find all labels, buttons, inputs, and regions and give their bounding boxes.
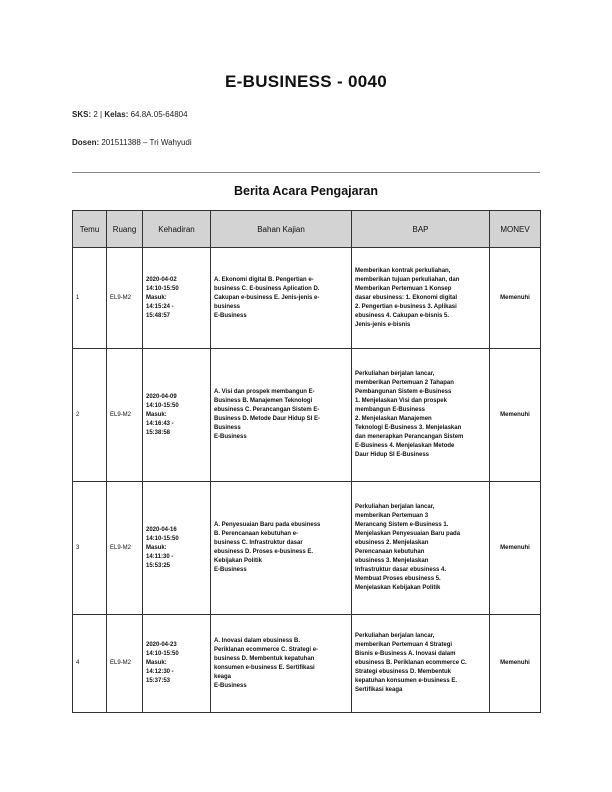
- kehadiran-line: 15:38:58: [146, 429, 171, 436]
- cell-bahan-kajian: [211, 482, 352, 615]
- cell-monev: Memenuhi: [490, 482, 541, 615]
- kehadiran-line: 14:16:43 -: [146, 420, 174, 427]
- cell-ruang: EL9-M2: [107, 248, 143, 349]
- bap-line: memberikan tujuan perkuliahan, dan: [355, 276, 460, 283]
- kehadiran-line: 15:53:25: [146, 562, 171, 569]
- kehadiran-line: 14:15:24 -: [146, 303, 174, 310]
- cell-monev: Memenuhi: [490, 248, 541, 349]
- kehadiran-line: 14:12:30 -: [146, 669, 174, 675]
- bap-line: Merancang Sistem e-Business 1.: [355, 522, 449, 528]
- cell-ruang: EL9-M2: [107, 349, 143, 482]
- kehadiran-line: 2020-04-16: [146, 526, 177, 533]
- lecturer-meta: [72, 138, 192, 147]
- bahan-kajian-line: E-Business: [214, 434, 247, 440]
- cell-temu: 1: [73, 248, 107, 349]
- bap-line: Teknologi E-Business 3. Menjelaskan: [355, 425, 462, 431]
- bahan-kajian-line: A. Penyesuaian Baru pada ebusiness: [214, 522, 321, 528]
- bahan-kajian-line: A. Visi dan prospek membangun E-: [214, 389, 315, 395]
- bahan-kajian-line: business: [214, 303, 241, 310]
- cell-temu: 4: [73, 615, 107, 713]
- bap-line: kepatuhan konsumen e-business E.: [355, 678, 458, 684]
- section-title: Berita Acara Pengajaran: [233, 184, 379, 198]
- bahan-kajian-line: E-Business: [214, 682, 247, 689]
- col-header-temu: Temu: [73, 211, 107, 248]
- bap-line: ebusiness B. Periklanan ecommerce C.: [355, 660, 467, 666]
- bahan-kajian-line: ebusiness D. Proses e-business E.: [214, 549, 314, 555]
- bap-line: Menjelaskan Penyesuaian Baru pada: [355, 531, 461, 537]
- table-row: [73, 482, 541, 615]
- cell-monev: Memenuhi: [490, 349, 541, 482]
- table-header-row: [73, 211, 541, 248]
- bap-line: Infrastruktur dasar ebusiness 4.: [355, 567, 447, 573]
- cell-ruang: EL9-M2: [107, 615, 143, 713]
- table-row: [73, 248, 541, 349]
- cell-bap: [352, 615, 490, 713]
- kehadiran-line: 15:48:57: [146, 312, 171, 319]
- bahan-kajian-line: Cakupan e-business E. Jenis-jenis e-: [214, 294, 320, 301]
- bap-line: Sertifikasi keaga: [355, 687, 403, 693]
- bap-line: dasar ebusiness: 1. Ekonomi digital: [355, 294, 458, 301]
- bap-line: Daur Hidup SI E-Business: [355, 452, 430, 458]
- kehadiran-line: 2020-04-23: [146, 642, 177, 648]
- bap-line: Pembangunan Sistem e-Business: [355, 389, 452, 395]
- cell-kehadiran: [143, 349, 211, 482]
- cell-ruang: EL9-M2: [107, 482, 143, 615]
- bahan-kajian-line: business C. E-business Aplication D.: [214, 285, 320, 292]
- bap-line: memberikan Pertemuan 2 Tahapan: [355, 380, 454, 386]
- kehadiran-line: Masuk:: [146, 294, 167, 301]
- bap-line: Membuat Proses ebusiness 5.: [355, 576, 441, 582]
- bap-line: memberikan Pertemuan 3: [355, 513, 429, 519]
- cell-temu: 3: [73, 482, 107, 615]
- bap-line: Memberikan kontrak perkuliahan,: [355, 267, 451, 274]
- bap-line: Perkuliahan berjalan lancar,: [355, 504, 435, 510]
- table-row: [73, 615, 541, 713]
- dosen-value: 201511388 – Tri Wahyudi: [101, 138, 192, 147]
- bap-line: membangun E-Business: [355, 407, 426, 413]
- bahan-kajian-line: business D. Membentuk kepatuhan: [214, 655, 315, 662]
- bap-line: ebusiness 4. Cakupan e-bisnis 5.: [355, 312, 450, 319]
- bap-line: 1. Menjelaskan Visi dan prospek: [355, 398, 447, 404]
- bahan-kajian-line: ebusiness C. Perancangan Sistem E-: [214, 407, 320, 413]
- bahan-kajian-line: konsumen e-business E. Sertifikasi: [214, 664, 315, 671]
- bap-line: Perkuliahan berjalan lancar,: [355, 371, 435, 377]
- divider: [72, 172, 540, 173]
- bap-line: Perencanaan kebutuhan: [355, 549, 425, 555]
- bap-line: E-Business 4. Menjelaskan Metode: [355, 443, 455, 449]
- bap-line: ebusiness 3. Menjelaskan: [355, 558, 429, 564]
- bahan-kajian-line: business C. Infrastruktur dasar: [214, 540, 303, 546]
- bahan-kajian-line: Business: [214, 425, 241, 431]
- dosen-label: Dosen:: [72, 138, 100, 147]
- kehadiran-line: 14:10-15:50: [146, 402, 179, 409]
- bahan-kajian-line: keaga: [214, 673, 232, 680]
- cell-kehadiran: [143, 482, 211, 615]
- bap-line: ebusiness 2. Menjelaskan: [355, 540, 429, 546]
- bahan-kajian-line: Periklanan ecommerce C. Strategi e-: [214, 646, 319, 653]
- kelas-value: 64.8A.05-64804: [130, 110, 188, 119]
- kehadiran-line: Masuk:: [146, 544, 167, 551]
- bahan-kajian-line: Kebijakan Politik: [214, 558, 263, 564]
- kehadiran-line: 14:10-15:50: [146, 651, 179, 657]
- bap-line: 2. Pengertian e-business 3. Aplikasi: [355, 303, 457, 310]
- sks-label: SKS:: [72, 110, 92, 119]
- kehadiran-line: 2020-04-09: [146, 393, 177, 400]
- bap-line: Perkuliahan berjalan lancar,: [355, 633, 435, 639]
- bahan-kajian-line: E-Business: [214, 567, 247, 573]
- cell-bahan-kajian: [211, 349, 352, 482]
- sks-value: 2: [93, 110, 98, 119]
- bahan-kajian-line: Business B. Manajemen Teknologi: [214, 398, 313, 404]
- bahan-kajian-line: A. Inovasi dalam ebusiness B.: [214, 637, 301, 644]
- kehadiran-line: 14:10-15:50: [146, 535, 179, 542]
- document-title: E-BUSINESS - 0040: [225, 72, 387, 91]
- kehadiran-line: 14:11:30 -: [146, 553, 174, 560]
- col-header-bap: BAP: [352, 211, 490, 248]
- bap-line: Menjelaskan Kebijakan Politik: [355, 585, 441, 591]
- col-header-kehadiran: Kehadiran: [143, 211, 211, 248]
- bap-line: Memberikan Pertemuan 1 Konsep: [355, 285, 452, 292]
- cell-bap: [352, 349, 490, 482]
- cell-temu: 2: [73, 349, 107, 482]
- bap-line: Jenis-jenis e-bisnis: [355, 321, 411, 328]
- bahan-kajian-line: Business D. Metode Daur Hidup SI E-: [214, 416, 321, 422]
- bap-line: Strategi ebusiness D. Membentuk: [355, 669, 452, 675]
- kehadiran-line: 15:37:53: [146, 678, 171, 684]
- cell-bahan-kajian: [211, 248, 352, 349]
- bap-line: memberikan Pertemuan 4 Strategi: [355, 642, 453, 648]
- bahan-kajian-line: A. Ekonomi digital B. Pengertian e-: [214, 276, 314, 283]
- kehadiran-line: Masuk:: [146, 411, 167, 418]
- bap-line: dan menerapkan Perancangan Sistem: [355, 434, 464, 440]
- bahan-kajian-line: E-Business: [214, 312, 247, 319]
- cell-kehadiran: [143, 615, 211, 713]
- bap-line: Bisnis e-Business A. Inovasi dalam: [355, 651, 456, 657]
- kelas-label: Kelas:: [104, 110, 129, 119]
- kehadiran-line: 2020-04-02: [146, 276, 177, 283]
- kehadiran-line: 14:10-15:50: [146, 285, 179, 292]
- col-header-ruang: Ruang: [107, 211, 143, 248]
- kehadiran-line: Masuk:: [146, 660, 167, 666]
- cell-bahan-kajian: [211, 615, 352, 713]
- bap-line: 2. Menjelaskan Manajemen: [355, 416, 432, 422]
- cell-bap: [352, 248, 490, 349]
- cell-monev: Memenuhi: [490, 615, 541, 713]
- cell-kehadiran: [143, 248, 211, 349]
- bap-table: [72, 210, 541, 713]
- cell-bap: [352, 482, 490, 615]
- bahan-kajian-line: B. Perencanaan kebutuhan e-: [214, 531, 299, 537]
- col-header-monev: MONEV: [490, 211, 541, 248]
- course-meta: [72, 110, 188, 119]
- table-row: [73, 349, 541, 482]
- col-header-bahan-kajian: Bahan Kajian: [211, 211, 352, 248]
- meta-separator: |: [100, 110, 103, 119]
